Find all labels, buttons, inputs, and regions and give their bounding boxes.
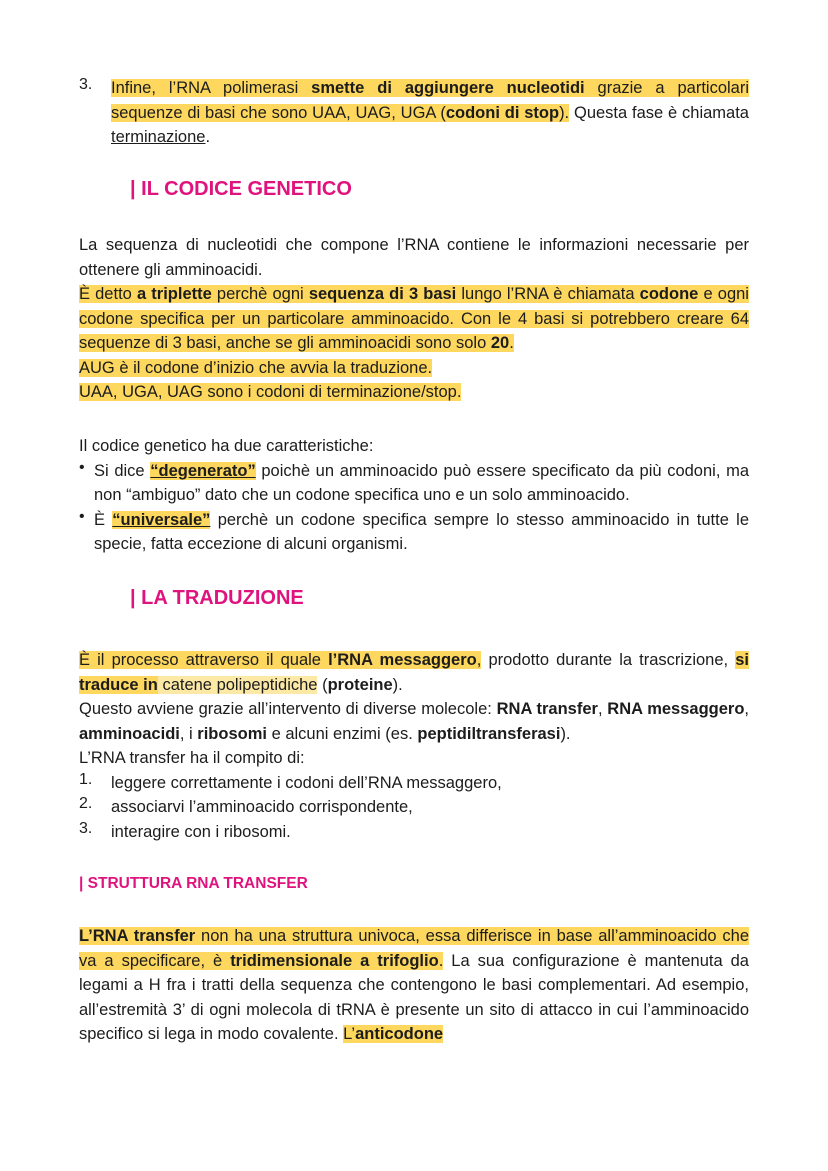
struttura-body	[79, 924, 749, 1047]
traduzione-body: È il processo attraverso il quale l’RNA messaggero, prodotto durante la trascrizione, si traduce in catene polipeptidiche (proteine). Questo avviene grazie all’intervento di diverse molecole: RNA transfer, RNA messaggero, amminoacidi, i ribosomi e alcuni enzimi (es. peptidiltransferasi). L’RNA transfer ha il compito di: 1. leggere correttamente i codoni dell’RNA messaggero, 2. associarvi l’amminoacido corrispondente, 3. interagire con i ribosomi.	[79, 648, 749, 844]
list-number: 3.	[79, 76, 93, 93]
traduzione-molecules: Questo avviene grazie all’intervento di diverse molecole: RNA transfer, RNA messaggero, amminoacidi, i ribosomi e alcuni enzimi (es. peptidiltransferasi).	[79, 700, 749, 743]
codice-features: Il codice genetico ha due caratteristiche: • Si dice “degenerato” poichè un amminoacido può essere specificato da più codoni, ma non “ambiguo” dato che un codone specifica uno e un solo amminoacido. • È “universale” perchè un codone specifica sempre lo stesso amminoacido in tutte le specie, fatta eccezione di alcuni organismi.	[79, 434, 749, 557]
list-item: 2. associarvi l’amminoacido corrispondente,	[79, 795, 413, 816]
list-item: 3. interagire con i ribosomi.	[79, 819, 291, 841]
section-heading-struttura-rna-transfer: | STRUTTURA RNA TRANSFER	[79, 875, 308, 892]
codice-aug-line: AUG è il codone d’inizio che avvia la traduzione.	[79, 358, 433, 377]
bullet-icon: •	[79, 458, 85, 476]
codice-triplette-paragraph: È detto a triplette perchè ogni sequenza di 3 basi lungo l’RNA è chiamata codone e ogni codone specifica per un particolare amminoacido. Con le 4 basi si potrebbero creare 64 sequenze di 3 basi, anche se gli amminoacidi sono solo 20.	[79, 285, 749, 352]
section-heading-traduzione: | LA TRADUZIONE	[130, 587, 304, 609]
codice-intro: La sequenza di nucleotidi che compone l’RNA contiene le informazioni necessarie per ottenere gli amminoacidi. È detto a triplette perchè ogni sequenza di 3 basi lungo l’RNA è chiamata codone e ogni codone specifica per un particolare amminoacido. Con le 4 basi si potrebbero creare 64 sequenze di 3 basi, anche se gli amminoacidi sono solo 20. AUG è il codone d’inizio che avvia la traduzione. UAA, UGA, UAG sono i codoni di terminazione/stop.	[79, 233, 749, 405]
bullet-icon: •	[79, 507, 85, 525]
list-item: 1. leggere correttamente i codoni dell’RNA messaggero,	[79, 770, 502, 792]
struttura-paragraph: L’RNA transfer non ha una struttura univoca, essa differisce in base all’amminoacido che va a specificare, è tridimensionale a trifoglio. La sua configurazione è mantenuta da legami a H fra i tratti della sequenza che contengono le basi complementari. Ad esempio, all’estremità 3’ di ogni molecola di tRNA è presente un sito di attacco in cui l’amminoacido specifico si lega in modo covalente. L’anticodone	[79, 927, 749, 1043]
list-item: • È “universale” perchè un codone specifica sempre lo stesso amminoacido in tutte le specie, fatta eccezione di alcuni organismi.	[79, 508, 749, 557]
termination-text: Infine, l’RNA polimerasi smette di aggiungere nucleotidi grazie a particolari sequenze di basi che sono UAA, UAG, UGA (codoni di stop). Questa fase è chiamata terminazione.	[111, 79, 750, 146]
section-heading-codice-genetico: | IL CODICE GENETICO	[130, 178, 352, 200]
codice-stop-line: UAA, UGA, UAG sono i codoni di terminazione/stop.	[79, 383, 462, 401]
list-item: • Si dice “degenerato” poichè un amminoacido può essere specificato da più codoni, ma non “ambiguo” dato che un codone specifica uno e un solo amminoacido.	[79, 459, 749, 508]
traduzione-definition: È il processo attraverso il quale l’RNA messaggero, prodotto durante la trascrizione, si traduce in catene polipeptidiche (proteine).	[79, 651, 749, 694]
termination-item	[79, 76, 749, 150]
